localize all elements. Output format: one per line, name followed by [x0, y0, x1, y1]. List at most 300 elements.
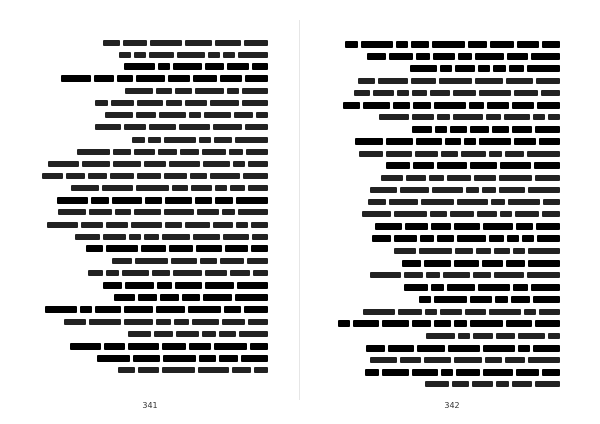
- word-glyph: [152, 270, 170, 276]
- text-line: [36, 133, 268, 145]
- text-line: [36, 182, 268, 194]
- word-glyph: [168, 75, 190, 82]
- word-glyph: [473, 333, 493, 339]
- word-glyph: [378, 78, 408, 84]
- word-glyph: [233, 161, 245, 167]
- word-glyph: [457, 235, 486, 242]
- word-glyph: [421, 199, 454, 205]
- word-glyph: [412, 126, 432, 133]
- word-glyph: [248, 319, 268, 325]
- text-line: [334, 135, 560, 147]
- word-glyph: [458, 333, 470, 339]
- word-glyph: [195, 197, 212, 204]
- word-glyph: [215, 197, 233, 204]
- word-glyph: [386, 162, 410, 169]
- word-glyph: [95, 124, 121, 130]
- word-glyph: [400, 187, 429, 193]
- text-line: [334, 366, 560, 378]
- word-glyph: [81, 222, 103, 228]
- word-glyph: [536, 78, 560, 84]
- text-line: [36, 145, 268, 157]
- word-glyph: [138, 367, 159, 373]
- text-line: [334, 184, 560, 196]
- word-glyph: [464, 138, 476, 145]
- word-glyph: [433, 53, 455, 60]
- word-glyph: [61, 75, 91, 82]
- text-line: [334, 378, 560, 390]
- word-glyph: [416, 53, 430, 60]
- word-glyph: [241, 355, 268, 362]
- text-line: [334, 257, 560, 269]
- word-glyph: [124, 319, 153, 325]
- word-glyph: [528, 187, 560, 193]
- word-glyph: [149, 52, 174, 58]
- word-glyph: [122, 270, 149, 276]
- word-glyph: [234, 112, 253, 118]
- text-line: [36, 267, 268, 279]
- word-glyph: [441, 369, 453, 376]
- word-glyph: [165, 222, 182, 228]
- word-glyph: [479, 90, 511, 96]
- word-glyph: [215, 185, 227, 191]
- word-glyph: [113, 161, 141, 167]
- word-glyph: [454, 223, 480, 230]
- word-glyph: [489, 235, 504, 242]
- text-line: [36, 194, 268, 206]
- word-glyph: [252, 234, 268, 240]
- word-glyph: [394, 211, 427, 217]
- word-glyph: [137, 100, 163, 106]
- word-glyph: [128, 331, 151, 337]
- word-glyph: [197, 209, 219, 215]
- word-glyph: [492, 126, 509, 133]
- word-glyph: [476, 248, 491, 254]
- word-glyph: [494, 248, 510, 254]
- word-glyph: [370, 272, 401, 278]
- word-glyph: [236, 197, 268, 204]
- word-glyph: [160, 294, 179, 301]
- text-line: [36, 255, 268, 267]
- word-glyph: [517, 41, 539, 48]
- word-glyph: [251, 222, 268, 228]
- word-glyph: [440, 65, 452, 72]
- word-glyph: [199, 355, 216, 362]
- text-line: [334, 62, 560, 74]
- text-line: [334, 159, 560, 171]
- word-glyph: [164, 173, 187, 179]
- word-glyph: [177, 52, 205, 58]
- word-glyph: [512, 102, 534, 109]
- word-glyph: [195, 88, 224, 94]
- word-glyph: [203, 294, 232, 301]
- text-line: [36, 97, 268, 109]
- word-glyph: [400, 357, 421, 363]
- word-glyph: [470, 296, 492, 303]
- word-glyph: [528, 260, 560, 267]
- word-glyph: [102, 185, 133, 191]
- word-glyph: [447, 175, 471, 181]
- text-line: [334, 87, 560, 99]
- word-glyph: [496, 381, 509, 387]
- word-glyph: [125, 282, 154, 289]
- word-glyph: [515, 211, 539, 217]
- text-line: [36, 230, 268, 242]
- word-glyph: [454, 260, 479, 267]
- word-glyph: [338, 320, 350, 327]
- word-glyph: [363, 102, 390, 109]
- word-glyph: [70, 343, 101, 350]
- word-glyph: [136, 112, 156, 118]
- word-glyph: [179, 124, 210, 130]
- word-glyph: [415, 151, 438, 157]
- text-line: [334, 354, 560, 366]
- word-glyph: [431, 223, 451, 230]
- word-glyph: [103, 40, 120, 46]
- word-glyph: [491, 199, 505, 205]
- text-line: [36, 218, 268, 230]
- word-glyph: [432, 41, 465, 48]
- word-glyph: [88, 173, 107, 179]
- word-glyph: [499, 187, 525, 193]
- word-glyph: [229, 149, 243, 155]
- word-glyph: [443, 272, 470, 278]
- word-glyph: [543, 199, 560, 205]
- word-glyph: [193, 234, 220, 240]
- word-glyph: [542, 369, 560, 376]
- word-glyph: [527, 151, 560, 157]
- word-glyph: [448, 345, 480, 352]
- word-glyph: [254, 367, 268, 373]
- word-glyph: [512, 381, 532, 387]
- word-glyph: [246, 149, 268, 155]
- word-glyph: [114, 294, 135, 301]
- word-glyph: [474, 175, 496, 181]
- word-glyph: [189, 112, 201, 118]
- word-glyph: [66, 173, 85, 179]
- word-glyph: [412, 114, 434, 120]
- word-glyph: [470, 162, 497, 169]
- word-glyph: [518, 333, 545, 339]
- word-glyph: [247, 258, 268, 264]
- word-glyph: [477, 211, 497, 217]
- word-glyph: [190, 173, 207, 179]
- word-glyph: [219, 355, 238, 362]
- word-glyph: [80, 306, 92, 313]
- word-glyph: [461, 151, 486, 157]
- word-glyph: [420, 235, 434, 242]
- word-glyph: [412, 90, 427, 96]
- word-glyph: [424, 260, 451, 267]
- word-glyph: [238, 52, 268, 58]
- word-glyph: [370, 187, 397, 193]
- word-glyph: [458, 53, 472, 60]
- word-glyph: [175, 282, 202, 289]
- word-glyph: [129, 234, 141, 240]
- word-glyph: [162, 234, 190, 240]
- word-glyph: [185, 40, 212, 46]
- word-glyph: [468, 41, 487, 48]
- word-glyph: [210, 100, 239, 106]
- word-glyph: [518, 345, 530, 352]
- word-glyph: [106, 245, 138, 252]
- word-glyph: [411, 41, 429, 48]
- word-glyph: [250, 343, 268, 350]
- word-glyph: [220, 75, 242, 82]
- word-glyph: [134, 52, 146, 58]
- word-glyph: [71, 185, 99, 191]
- word-glyph: [106, 270, 119, 276]
- word-glyph: [134, 149, 155, 155]
- word-glyph: [198, 367, 229, 373]
- word-glyph: [123, 40, 147, 46]
- word-glyph: [237, 282, 268, 289]
- word-glyph: [244, 40, 268, 46]
- word-glyph: [182, 294, 200, 301]
- word-glyph: [165, 197, 192, 204]
- word-glyph: [457, 199, 488, 205]
- word-glyph: [487, 102, 509, 109]
- left-page-text: [36, 36, 268, 376]
- word-glyph: [388, 345, 414, 352]
- word-glyph: [528, 357, 560, 363]
- text-line: [36, 121, 268, 133]
- word-glyph: [230, 270, 250, 276]
- text-line: [36, 315, 268, 327]
- word-glyph: [199, 137, 211, 143]
- word-glyph: [533, 296, 560, 303]
- word-glyph: [156, 319, 171, 325]
- word-glyph: [482, 187, 496, 193]
- text-line: [36, 291, 268, 303]
- word-glyph: [466, 187, 479, 193]
- word-glyph: [112, 197, 142, 204]
- word-glyph: [483, 223, 513, 230]
- word-glyph: [202, 331, 216, 337]
- word-glyph: [413, 162, 434, 169]
- text-line: [36, 109, 268, 121]
- word-glyph: [382, 320, 409, 327]
- word-glyph: [440, 309, 462, 315]
- word-glyph: [135, 258, 168, 264]
- text-line: [36, 364, 268, 376]
- word-glyph: [537, 102, 560, 109]
- word-glyph: [144, 234, 159, 240]
- word-glyph: [103, 282, 122, 289]
- word-glyph: [405, 223, 428, 230]
- word-glyph: [386, 151, 412, 157]
- word-glyph: [105, 112, 133, 118]
- word-glyph: [223, 234, 249, 240]
- word-glyph: [210, 173, 240, 179]
- word-glyph: [169, 161, 200, 167]
- word-glyph: [45, 306, 77, 313]
- word-glyph: [117, 75, 133, 82]
- text-line: [36, 60, 268, 72]
- word-glyph: [110, 173, 134, 179]
- word-glyph: [524, 309, 536, 315]
- word-glyph: [42, 173, 63, 179]
- word-glyph: [537, 235, 560, 242]
- word-glyph: [103, 234, 126, 240]
- word-glyph: [89, 319, 121, 325]
- word-glyph: [106, 222, 128, 228]
- word-glyph: [437, 114, 450, 120]
- word-glyph: [141, 245, 166, 252]
- word-glyph: [365, 369, 379, 376]
- word-glyph: [219, 331, 236, 337]
- word-glyph: [136, 185, 169, 191]
- word-glyph: [507, 53, 528, 60]
- word-glyph: [162, 367, 195, 373]
- word-glyph: [124, 306, 153, 313]
- word-glyph: [370, 357, 397, 363]
- word-glyph: [115, 209, 131, 215]
- word-glyph: [355, 138, 383, 145]
- word-glyph: [430, 211, 447, 217]
- text-line: [334, 38, 560, 50]
- left-page-number: 341: [142, 401, 158, 410]
- word-glyph: [445, 138, 461, 145]
- word-glyph: [162, 343, 186, 350]
- word-glyph: [128, 343, 159, 350]
- word-glyph: [494, 272, 524, 278]
- text-line: [334, 196, 560, 208]
- word-glyph: [214, 137, 232, 143]
- word-glyph: [548, 114, 560, 120]
- word-glyph: [230, 185, 245, 191]
- word-glyph: [386, 138, 413, 145]
- word-glyph: [533, 114, 545, 120]
- word-glyph: [196, 245, 222, 252]
- word-glyph: [412, 320, 431, 327]
- word-glyph: [192, 319, 219, 325]
- word-glyph: [535, 175, 560, 181]
- word-glyph: [112, 258, 132, 264]
- word-glyph: [534, 162, 560, 169]
- word-glyph: [410, 65, 437, 72]
- word-glyph: [514, 90, 538, 96]
- word-glyph: [504, 114, 530, 120]
- word-glyph: [133, 355, 160, 362]
- word-glyph: [253, 270, 268, 276]
- word-glyph: [455, 65, 475, 72]
- word-glyph: [452, 381, 469, 387]
- word-glyph: [419, 248, 452, 254]
- word-glyph: [363, 309, 395, 315]
- word-glyph: [506, 78, 533, 84]
- word-glyph: [535, 126, 560, 133]
- word-glyph: [375, 223, 402, 230]
- word-glyph: [157, 282, 172, 289]
- word-glyph: [542, 211, 560, 217]
- word-glyph: [539, 309, 560, 315]
- word-glyph: [154, 331, 173, 337]
- word-glyph: [513, 284, 528, 291]
- word-glyph: [447, 284, 475, 291]
- word-glyph: [470, 126, 489, 133]
- word-glyph: [94, 75, 114, 82]
- word-glyph: [205, 282, 234, 289]
- word-glyph: [500, 211, 512, 217]
- text-line: [36, 303, 268, 315]
- word-glyph: [223, 52, 235, 58]
- word-glyph: [454, 320, 467, 327]
- word-glyph: [57, 197, 88, 204]
- word-glyph: [256, 112, 268, 118]
- word-glyph: [402, 260, 421, 267]
- word-glyph: [150, 40, 182, 46]
- word-glyph: [204, 112, 231, 118]
- word-glyph: [172, 185, 188, 191]
- word-glyph: [359, 151, 383, 157]
- word-glyph: [499, 175, 532, 181]
- word-glyph: [248, 185, 268, 191]
- word-glyph: [208, 52, 220, 58]
- word-glyph: [424, 357, 451, 363]
- word-glyph: [176, 331, 199, 337]
- word-glyph: [495, 296, 508, 303]
- word-glyph: [437, 162, 467, 169]
- text-line: [334, 220, 560, 232]
- word-glyph: [205, 63, 224, 70]
- word-glyph: [239, 331, 268, 337]
- word-glyph: [373, 90, 394, 96]
- word-glyph: [389, 199, 418, 205]
- word-glyph: [490, 41, 514, 48]
- word-glyph: [511, 296, 530, 303]
- word-glyph: [137, 173, 161, 179]
- word-glyph: [527, 65, 560, 72]
- word-glyph: [416, 138, 442, 145]
- word-glyph: [119, 52, 131, 58]
- word-glyph: [248, 161, 268, 167]
- word-glyph: [506, 320, 532, 327]
- word-glyph: [173, 270, 202, 276]
- word-glyph: [417, 345, 445, 352]
- word-glyph: [156, 88, 172, 94]
- text-line: [36, 48, 268, 60]
- word-glyph: [136, 75, 165, 82]
- text-line: [334, 269, 560, 281]
- text-line: [334, 147, 560, 159]
- word-glyph: [505, 151, 524, 157]
- text-line: [334, 329, 560, 341]
- word-glyph: [238, 209, 268, 215]
- word-glyph: [536, 223, 560, 230]
- word-glyph: [171, 258, 197, 264]
- word-glyph: [475, 78, 503, 84]
- word-glyph: [145, 197, 162, 204]
- text-line: [334, 74, 560, 86]
- word-glyph: [227, 88, 239, 94]
- word-glyph: [479, 138, 511, 145]
- word-glyph: [396, 41, 408, 48]
- word-glyph: [222, 319, 245, 325]
- word-glyph: [381, 175, 403, 181]
- word-glyph: [397, 90, 409, 96]
- word-glyph: [419, 296, 431, 303]
- word-glyph: [470, 320, 503, 327]
- word-glyph: [500, 162, 531, 169]
- word-glyph: [542, 41, 560, 48]
- word-glyph: [429, 175, 444, 181]
- word-glyph: [185, 222, 210, 228]
- word-glyph: [398, 309, 422, 315]
- word-glyph: [489, 151, 502, 157]
- word-glyph: [188, 306, 221, 313]
- word-glyph: [156, 306, 185, 313]
- word-glyph: [430, 90, 450, 96]
